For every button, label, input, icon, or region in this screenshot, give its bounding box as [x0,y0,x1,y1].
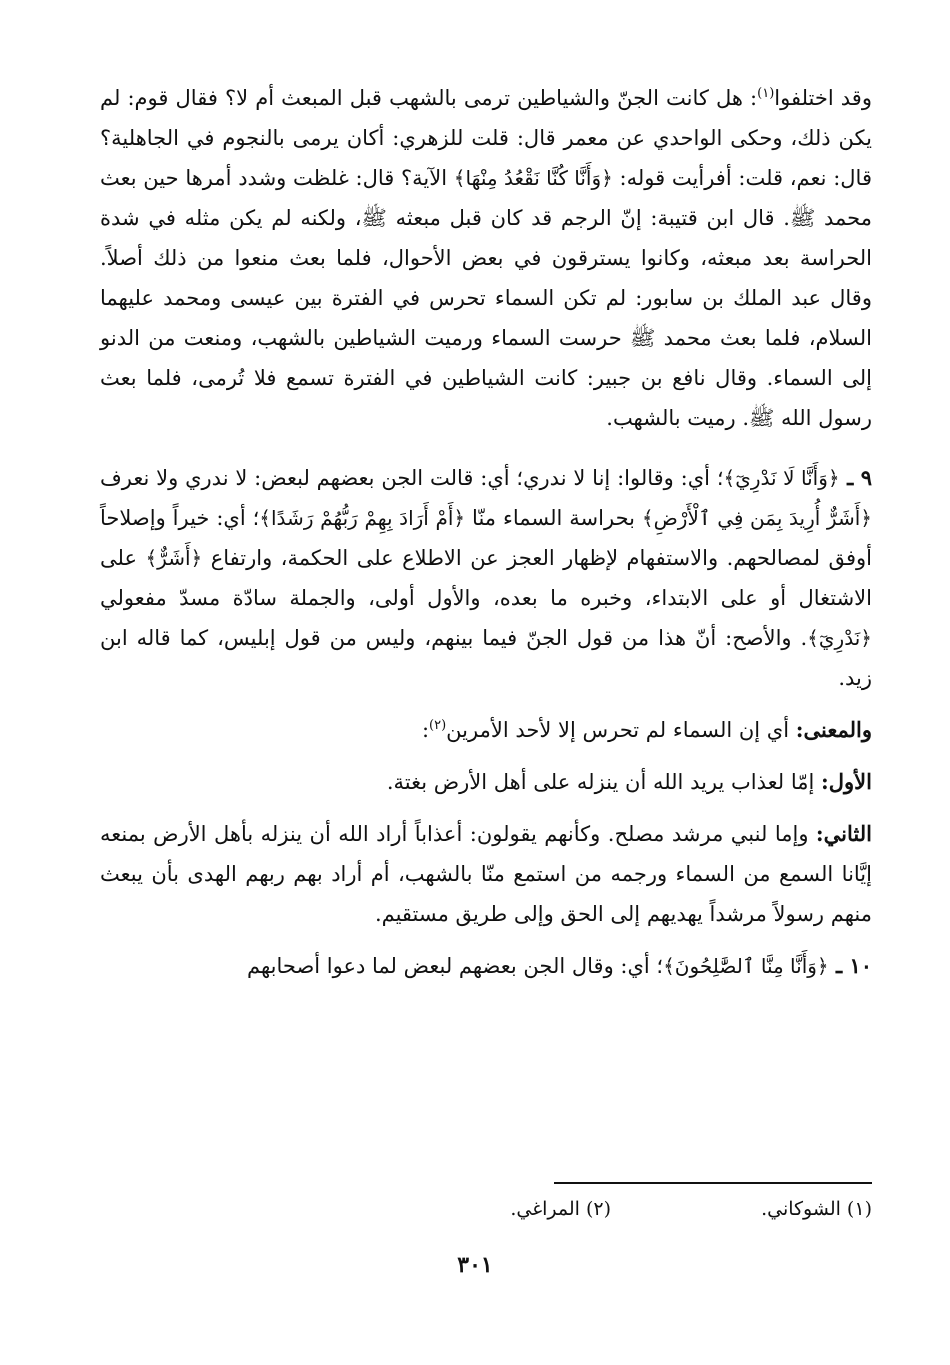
text-segment: ؛ أي: وقال الجن بعضهم لبعض لما دعوا أصحابهم [246,954,664,978]
paragraph-first [100,762,872,802]
quran-verse: ﴿نَدْرِيٓ﴾ [807,626,872,650]
text-segment: ؛ أي: خيراً وإصلاحاً أوفق لمصالحهم. والاستفهام لإظهار العجز عن الاطلاع على الحكمة، وارتفاع [100,506,872,570]
page-number: ٣٠١ [457,1252,493,1278]
text-segment: إمّا لعذاب يريد الله أن ينزله على أهل الأرض بغتة. [386,770,822,794]
quran-verse: ﴿أَشَرٌّ﴾ [145,546,203,570]
paragraph-second [100,814,872,934]
verse-number: ١٠ ـ [828,953,872,978]
text-segment: وقد اختلفوا [774,86,872,110]
text-segment: وإما لنبي مرشد مصلح. وكأنهم يقولون: أعذاباً أراد الله أن ينزله بأهل الأرض بمنعه إيَّانا السمع من السماء ورجمه من استمع منّا بالشهب، أم أراد بهم ربهم الهدى بأن يبعث منهم رسولاً مرشداً يهديهم إلى الحق وإلى طريق مستقيم. [100,822,872,926]
quran-verse: ﴿وَأَنَّا كُنَّا نَقْعُدُ مِنْهَا﴾ [453,166,613,190]
paragraph-verse-9 [100,458,872,698]
footnote-2: (٢) المراغي. [510,1198,612,1220]
paragraph-verse-10 [100,946,872,986]
section-label: الأول: [821,769,872,794]
quran-verse: ﴿أَمْ أَرَادَ بِهِمْ رَبُّهُمْ رَشَدًا﴾ [259,506,466,530]
text-segment: على الاشتغال أو على الابتداء، وخبره ما بعده، والأول أولى، والجملة سادّة مسدّ مفعولي [100,546,872,610]
footnote-1: (١) الشوكاني. [761,1198,872,1220]
quran-verse: ﴿وَأَنَّا لَا نَدْرِيٓ﴾ [723,466,840,490]
page-body [100,78,872,986]
text-segment: : [421,718,430,742]
footnote-divider [554,1182,872,1184]
paragraph-meaning [100,710,872,750]
footnote-marker-2: (٢) [429,718,447,733]
quran-verse: ﴿وَأَنَّا مِنَّا ٱلصَّٰلِحُونَ﴾ [663,954,829,978]
footnote-marker-1: (١) [757,86,775,101]
verse-number: ٩ ـ [839,465,872,490]
text-segment: أي إن السماء لم تحرس إلا لأحد الأمرين [446,718,796,742]
text-segment: ؛ أي: وقالوا: إنا لا ندري؛ أي: قالت الجن بعضهم لبعض: لا ندري ولا نعرف [100,466,724,490]
section-label: الثاني: [815,821,872,846]
section-label: والمعنى: [795,717,872,742]
text-segment: . والأصح: أنّ هذا من قول الجنّ فيما بينهم، وليس من قول إبليس، كما قاله ابن زيد. [100,626,872,690]
footnotes [312,1198,872,1220]
quran-verse: ﴿أَشَرٌّ أُرِيدَ بِمَن فِي ٱلْأَرْضِ﴾ [641,506,872,530]
text-segment: بحراسة السماء منّا [465,506,642,530]
text-segment: الآية؟ قال: غلظت وشدد أمرها حين بعث محمد ﷺ. قال ابن قتيبة: إنّ الرجم قد كان قبل مبعثه ﷺ، ولكنه لم يكن مثله في شدة الحراسة بعد مبعثه، وكانوا يسترقون في بعض الأحوال، فلما بعث منعوا من ذلك أصلاً. وقال عبد الملك بن سابور: لم تكن السماء تحرس في الفترة بين عيسى ومحمد عليهما السلام، فلما بعث محمد ﷺ حرست السماء ورميت الشياطين بالشهب، ومنعت من الدنو إلى السماء. وقال نافع بن جبير: كانت الشياطين في الفترة تسمع فلا تُرمى، فلما بعث رسول الله ﷺ. رميت بالشهب. [100,166,872,430]
text-segment: : هل كانت الجنّ والشياطين ترمى بالشهب قبل المبعث أم لا؟ فقال قوم: لم يكن ذلك، وحكى الواحدي عن معمر قال: قلت للزهري: أكان يرمى بالنجوم في الجاهلية؟ قال: نعم، قلت: أفرأيت قوله: [100,86,872,190]
paragraph-1 [100,78,872,438]
